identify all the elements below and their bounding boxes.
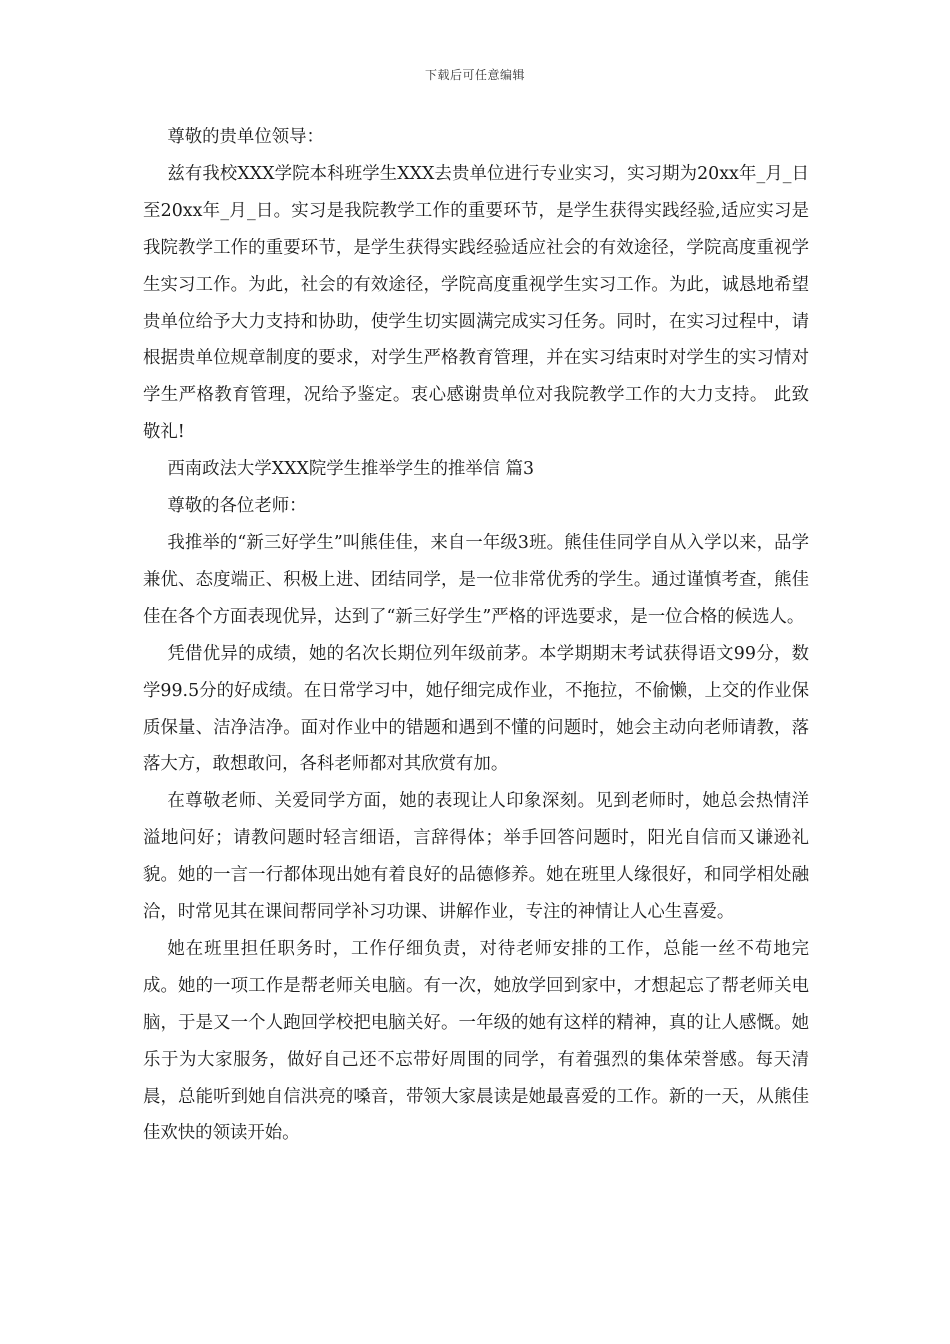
- header-note: 下载后可任意编辑: [424, 68, 525, 82]
- body-paragraph: 她在班里担任职务时，工作仔细负责，对待老师安排的工作，总能一丝不苟地完成。她的一项工作是帮老师关电脑。有一次，她放学回到家中，才想起忘了帮老师关电脑，于是又一个人跑回学校把电脑关好。一年级的她有这样的精神，真的让人感慨。她乐于为大家服务，做好自己还不忘带好周围的同学，有着强烈的集体荣誉感。每天清晨，总能听到她自信洪亮的嗓音，带领大家晨读是她最喜爱的工作。新的一天，从熊佳佳欢快的领读开始。: [143, 938, 809, 1144]
- body-paragraph: 我推举的“新三好学生”叫熊佳佳，来自一年级3班。熊佳佳同学自从入学以来，品学兼优、态度端正、积极上进、团结同学，是一位非常优秀的学生。通过谨慎考查，熊佳佳在各个方面表现优异，达到了“新三好学生”严格的评选要求，是一位合格的候选人。: [143, 532, 809, 627]
- body-paragraph: 兹有我校XXX学院本科班学生XXX去贵单位进行专业实习，实习期为20xx年_月_日至20xx年_月_日。实习是我院教学工作的重要环节，是学生获得实践经验,适应实习是我院教学工作的重要环节，是学生获得实践经验适应社会的有效途径，学院高度重视学生实习工作。为此，社会的有效途径，学院高度重视学生实习工作。为此，诚恳地希望贵单位给予大力支持和协助，使学生切实圆满完成实习任务。同时，在实习过程中，请根据贵单位规章制度的要求，对学生严格教育管理，并在实习结束时对学生的实习情对学生严格教育管理，况给予鉴定。衷心感谢贵单位对我院教学工作的大力支持。 此致敬礼!: [143, 163, 809, 443]
- salutation-paragraph: 尊敬的各位老师：: [167, 496, 307, 517]
- document-body: [143, 119, 809, 1152]
- section-title: 西南政法大学XXX院学生推举学生的推举信 篇3: [167, 459, 535, 480]
- body-paragraph: 凭借优异的成绩，她的名次长期位列年级前茅。本学期期末考试获得语文99分，数学99.5分的好成绩。在日常学习中，她仔细完成作业，不拖拉，不偷懒，上交的作业保质保量、洁净洁净。面对作业中的错题和遇到不懂的问题时，她会主动向老师请教，落落大方，敢想敢问，各科老师都对其欣赏有加。: [143, 643, 809, 775]
- salutation-paragraph: 尊敬的贵单位领导：: [167, 127, 324, 147]
- body-paragraph: 在尊敬老师、关爱同学方面，她的表现让人印象深刻。见到老师时，她总会热情洋溢地问好；请教问题时轻言细语，言辞得体；举手回答问题时，阳光自信而又谦逊礼貌。她的一言一行都体现出她有着良好的品德修养。她在班里人缘很好，和同学相处融洽，时常见其在课间帮同学补习功课、讲解作业，专注的神情让人心生喜爱。: [143, 791, 809, 923]
